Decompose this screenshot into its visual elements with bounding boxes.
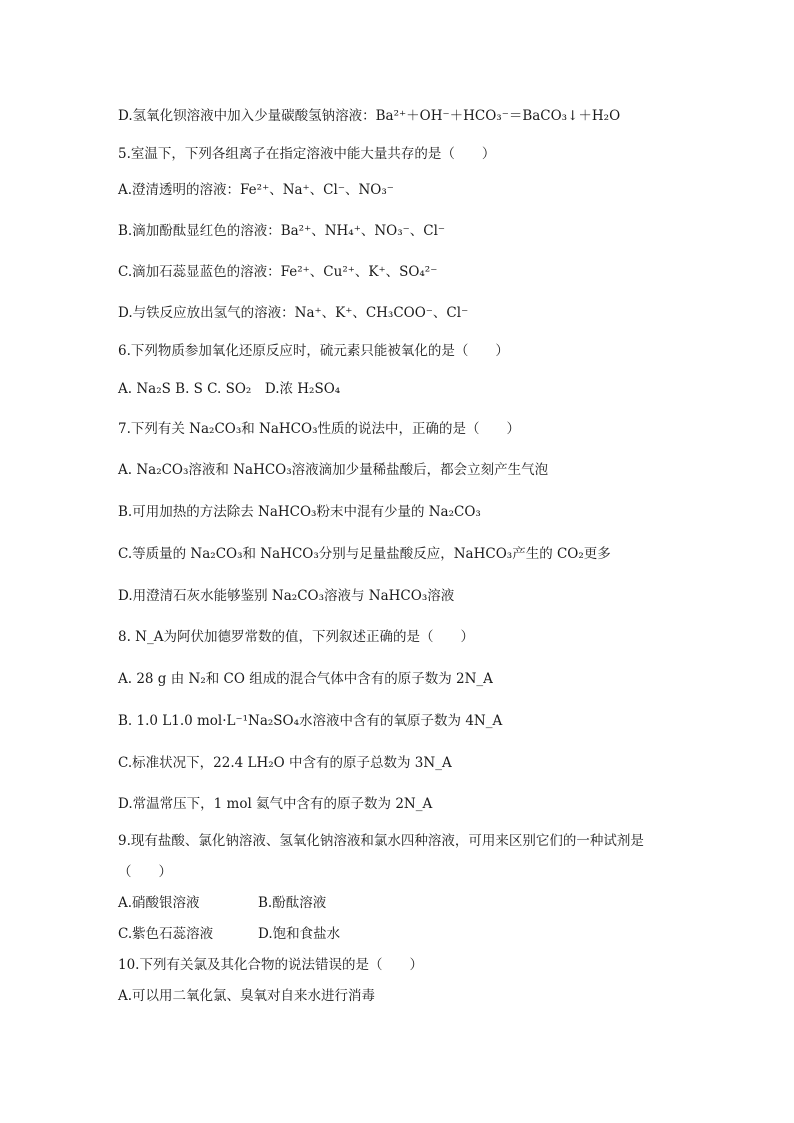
question-6-stem: 6.下列物质参加氧化还原反应时，硫元素只能被氧化的是（ ） [118, 343, 509, 359]
question-9-stem-cont: （ ） [118, 864, 172, 880]
question-8-stem: 8. N_A为阿伏加德罗常数的值，下列叙述正确的是（ ） [118, 629, 474, 645]
question-6-options: A. Na₂S B. S C. SO₂ D.浓 H₂SO₄ [118, 381, 341, 397]
question-7-option-d: D.用澄清石灰水能够鉴别 Na₂CO₃溶液与 NaHCO₃溶液 [118, 588, 455, 604]
question-8-option-a: A. 28 g 由 N₂和 CO 组成的混合气体中含有的原子数为 2N_A [118, 671, 493, 687]
question-7-option-b: B.可用加热的方法除去 NaHCO₃粉末中混有少量的 Na₂CO₃ [118, 504, 481, 520]
question-5-stem: 5.室温下，下列各组离子在指定溶液中能大量共存的是（ ） [118, 146, 496, 162]
question-7-option-a: A. Na₂CO₃溶液和 NaHCO₃溶液滴加少量稀盐酸后，都会立刻产生气泡 [118, 462, 549, 478]
question-9-stem: 9.现有盐酸、氯化钠溶液、氢氧化钠溶液和氯水四种溶液，可用来区别它们的一种试剂是 [118, 833, 644, 849]
question-8-option-b: B. 1.0 L1.0 mol·L⁻¹Na₂SO₄水溶液中含有的氧原子数为 4N_A [118, 713, 503, 729]
question-10-option-a: A.可以用二氧化氯、臭氧对自来水进行消毒 [118, 988, 376, 1004]
question-5-option-c: C.滴加石蕊显蓝色的溶液：Fe²⁺、Cu²⁺、K⁺、SO₄²⁻ [118, 264, 438, 280]
question-9-option-a: A.硝酸银溶液 [118, 895, 200, 911]
question-9-option-d: D.饱和食盐水 [258, 926, 341, 942]
question-9-option-b: B.酚酞溶液 [258, 895, 327, 911]
question-5-option-a: A.澄清透明的溶液：Fe²⁺、Na⁺、Cl⁻、NO₃⁻ [118, 182, 394, 198]
question-8-option-c: C.标准状况下，22.4 LH₂O 中含有的原子总数为 3N_A [118, 755, 452, 771]
question-4-option-d: D.氢氧化钡溶液中加入少量碳酸氢钠溶液：Ba²⁺＋OH⁻＋HCO₃⁻＝BaCO₃↓＋H₂O [118, 108, 621, 124]
question-5-option-d: D.与铁反应放出氢气的溶液：Na⁺、K⁺、CH₃COO⁻、Cl⁻ [118, 305, 469, 321]
question-10-stem: 10.下列有关氯及其化合物的说法错误的是（ ） [118, 957, 423, 973]
question-9-option-c: C.紫色石蕊溶液 [118, 926, 214, 942]
question-8-option-d: D.常温常压下，1 mol 氦气中含有的原子数为 2N_A [118, 796, 433, 812]
question-5-option-b: B.滴加酚酞显红色的溶液：Ba²⁺、NH₄⁺、NO₃⁻、Cl⁻ [118, 223, 446, 239]
question-7-stem: 7.下列有关 Na₂CO₃和 NaHCO₃性质的说法中，正确的是（ ） [118, 421, 520, 437]
question-7-option-c: C.等质量的 Na₂CO₃和 NaHCO₃分别与足量盐酸反应，NaHCO₃产生的 CO₂更多 [118, 546, 611, 562]
